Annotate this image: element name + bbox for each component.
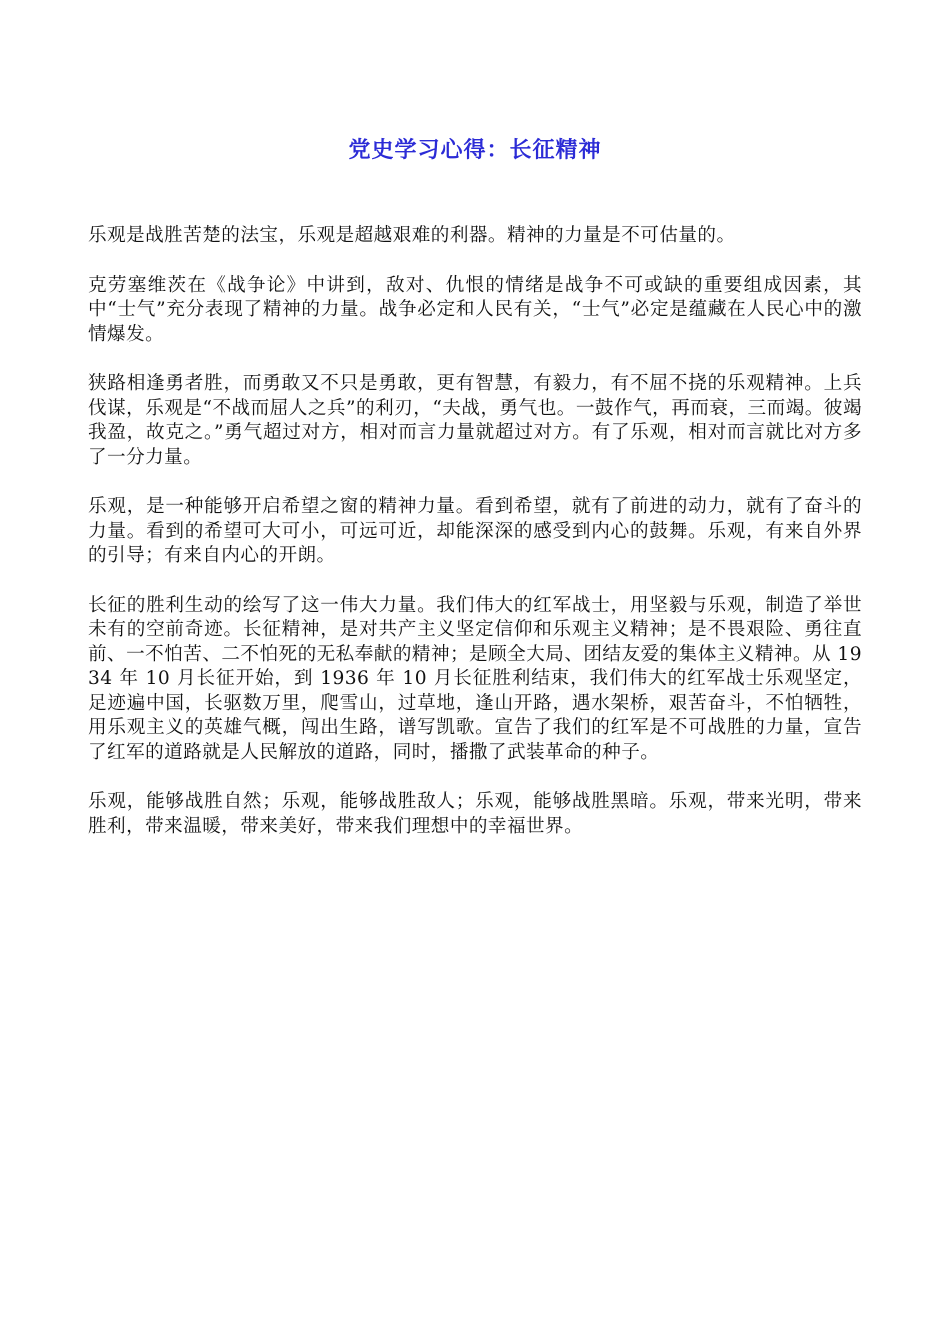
paragraph-5: 长征的胜利生动的绘写了这一伟大力量。我们伟大的红军战士，用坚毅与乐观，制造了举世未有的空前奇迹。长征精神，是对共产主义坚定信仰和乐观主义精神；是不畏艰险、勇往直前、一不怕苦、二不怕死的无私奉献的精神；是顾全大局、团结友爱的集体主义精神。从 1934 年 10 月长征开始，到 1936 年 10 月长征胜利结束，我们伟大的红军战士乐观坚定，足迹遍中国，长驱数万里，爬雪山，过草地，逢山开路，遇水架桥，艰苦奋斗，不怕牺牲，用乐观主义的英雄气概，闯出生路，谱写凯歌。宣告了我们的红军是不可战胜的力量，宣告了红军的道路就是人民解放的道路，同时，播撒了武装革命的种子。 — [88, 594, 862, 763]
document-title: 党史学习心得：长征精神 — [348, 138, 602, 163]
paragraph-2: 克劳塞维茨在《战争论》中讲到，敌对、仇恨的情绪是战争不可或缺的重要组成因素，其中“士气”充分表现了精神的力量。战争必定和人民有关，“士气”必定是蕴藏在人民心中的激情爆发。 — [88, 274, 862, 345]
paragraph-1: 乐观是战胜苦楚的法宝，乐观是超越艰难的利器。精神的力量是不可估量的。 — [88, 225, 736, 246]
paragraph-4: 乐观，是一种能够开启希望之窗的精神力量。看到希望，就有了前进的动力，就有了奋斗的力量。看到的希望可大可小，可远可近，却能深深的感受到内心的鼓舞。乐观，有来自外界的引导；有来自内心的开朗。 — [88, 496, 862, 566]
paragraph-6: 乐观，能够战胜自然；乐观，能够战胜敌人；乐观，能够战胜黑暗。乐观，带来光明，带来胜利，带来温暖，带来美好，带来我们理想中的幸福世界。 — [88, 791, 862, 837]
document-body — [88, 224, 862, 864]
paragraph-3: 狭路相逢勇者胜，而勇敢又不只是勇敢，更有智慧，有毅力，有不屈不挠的乐观精神。上兵伐谋，乐观是“不战而屈人之兵”的利刃，“夫战，勇气也。一鼓作气，再而衰，三而竭。彼竭我盈，故克之。”勇气超过对方，相对而言力量就超过对方。有了乐观，相对而言就比对方多了一分力量。 — [88, 373, 862, 468]
